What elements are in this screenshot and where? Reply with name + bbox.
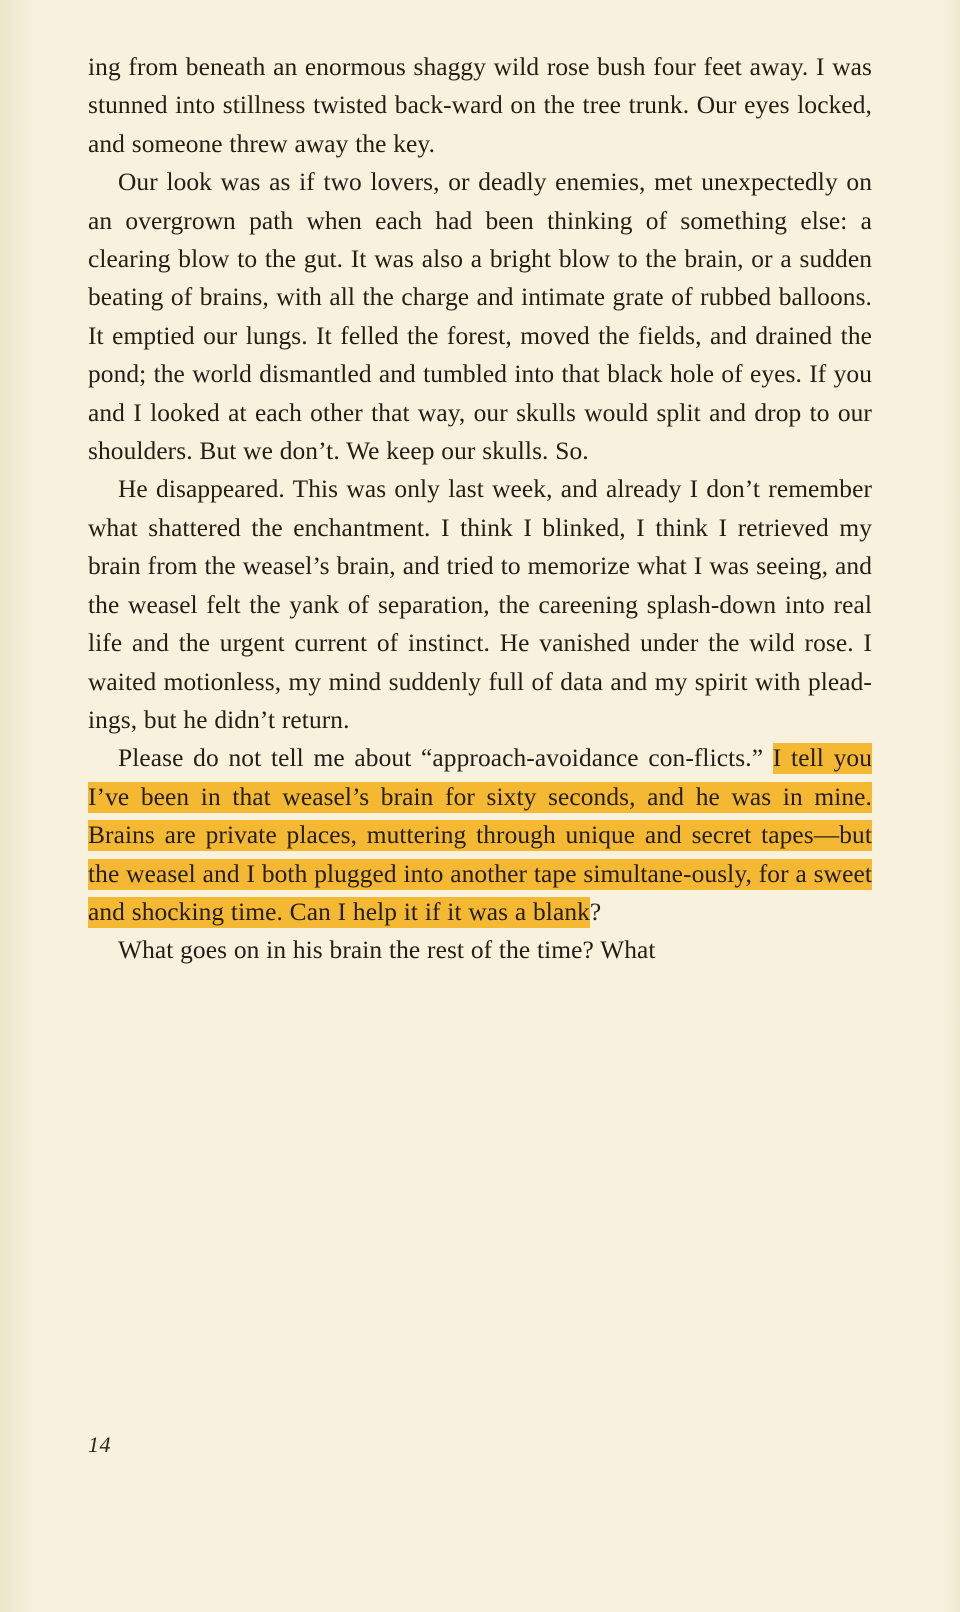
text-run: Our look was as if two lovers, or deadly enemies, met unexpectedly on an overgrown path when each had been thinking of something else: a clearing blow to the gut. It was also a bright blow to the brain, or a sudden beating of brains, with all the charge and intimate grate of rubbed balloons. It emptied our lungs. It felled the forest, moved the fields, and drained the pond; the world dismantled and tumbled into that black hole of eyes. If you and I looked at each other that way, our skulls would split and drop to our shoulders. But we don’t. We keep our skulls. So. [88,168,872,466]
paragraph-2 [88,163,872,470]
paragraph-4 [88,739,872,931]
page-number: 14 [88,1432,111,1457]
text-run: ing from beneath an enormous shaggy wild rose bush four feet away. I was stunned into stillness twisted back-ward on the tree trunk. Our eyes locked, and someone threw away the key. [88,53,872,158]
text-run: He disappeared. This was only last week, and already I don’t remember what shattered the enchantment. I think I blinked, I think I retrieved my brain from the weasel’s brain, and tried to memorize what I was seeing, and the weasel felt the yank of separation, the careening splash-down into real life and the urgent current of instinct. He vanished under the wild rose. I waited motionless, my mind suddenly full of data and my spirit with plead-ings, but he didn’t return. [88,475,872,734]
text-run: Please do not tell me about “approach-avoidance con-flicts.” [118,744,773,773]
highlighted-passage: I tell you I’ve been in that weasel’s brain for sixty seconds, and he was in mine. Brains are private places, muttering through unique and secret tapes—but the weasel and I both plugged into another tape simultane-ously, for a sweet and shocking time. Can I help it if it was a blank [88,744,872,926]
paragraph-3 [88,470,872,739]
body-text-column [88,48,872,970]
text-run: What goes on in his brain the rest of the time? What [118,936,656,965]
paragraph-1 [88,48,872,163]
text-run: ? [589,897,602,926]
paragraph-5 [88,931,872,969]
